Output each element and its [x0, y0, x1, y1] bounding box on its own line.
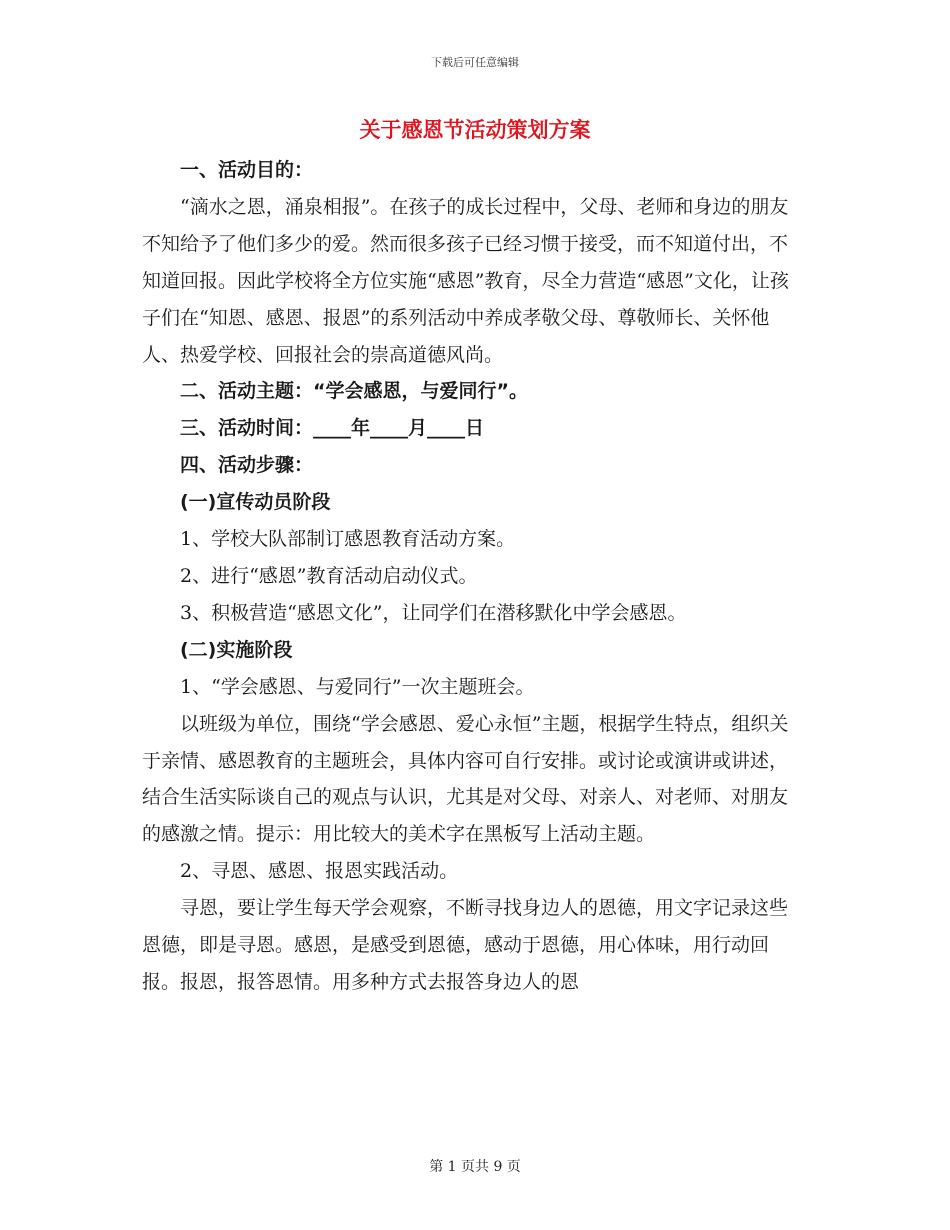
page-header: 下载后可任意编辑: [431, 56, 519, 69]
paragraph-practice: 寻恩，要让学生每天学会观察，不断寻找身边人的恩德，用文字记录这些恩德，即是寻恩。感恩，是感受到恩德，感动于恩德，用心体味，用行动回报。报恩，报答恩情。用多种方式去报答身边人的恩: [142, 897, 789, 993]
list-item: 2、进行“感恩”教育活动启动仪式。: [180, 564, 478, 587]
section-heading-theme: 二、活动主题：“学会感恩，与爱同行”。: [180, 380, 528, 403]
paragraph-class-meeting: 以班级为单位，围绕“学会感恩、爱心永恒”主题，根据学生特点，组织关于亲情、感恩教育的主题班会，具体内容可自行安排。或讨论或演讲或讲述，结合生活实际谈自己的观点与认识，尤其是对父母、对亲人、对老师、对朋友的感激之情。提示：用比较大的美术字在黑板写上活动主题。: [142, 712, 789, 846]
page-footer: 第 1 页共 9 页: [429, 1159, 521, 1175]
phase-heading-publicity: (一)宣传动员阶段: [180, 491, 331, 514]
document-title: 关于感恩节活动策划方案: [359, 118, 591, 142]
section-heading-steps: 四、活动步骤：: [180, 454, 314, 477]
section-heading-time: 三、活动时间：____年____月____日: [180, 417, 485, 440]
phase-heading-implementation: (二)实施阶段: [180, 638, 293, 661]
section-heading-purpose: 一、活动目的：: [180, 159, 314, 181]
list-item: 1、“学会感恩、与爱同行”一次主题班会。: [180, 675, 535, 698]
list-item: 3、积极营造“感恩文化”，让同学们在潜移默化中学会感恩。: [180, 601, 687, 624]
list-item: 1、学校大队部制订感恩教育活动方案。: [180, 528, 516, 551]
document-body: [142, 152, 802, 1001]
list-item: 2、寻恩、感恩、报恩实践活动。: [180, 860, 459, 883]
paragraph-purpose: “滴水之恩，涌泉相报”。在孩子的成长过程中，父母、老师和身边的朋友不知给予了他们多少的爱。然而很多孩子已经习惯于接受，而不知道付出，不知道回报。因此学校将全方位实施“感恩”教育，尽全力营造“感恩”文化，让孩子们在“知恩、感恩、报恩”的系列活动中养成孝敬父母、尊敬师长、关怀他人、热爱学校、回报社会的崇高道德风尚。: [142, 195, 789, 366]
